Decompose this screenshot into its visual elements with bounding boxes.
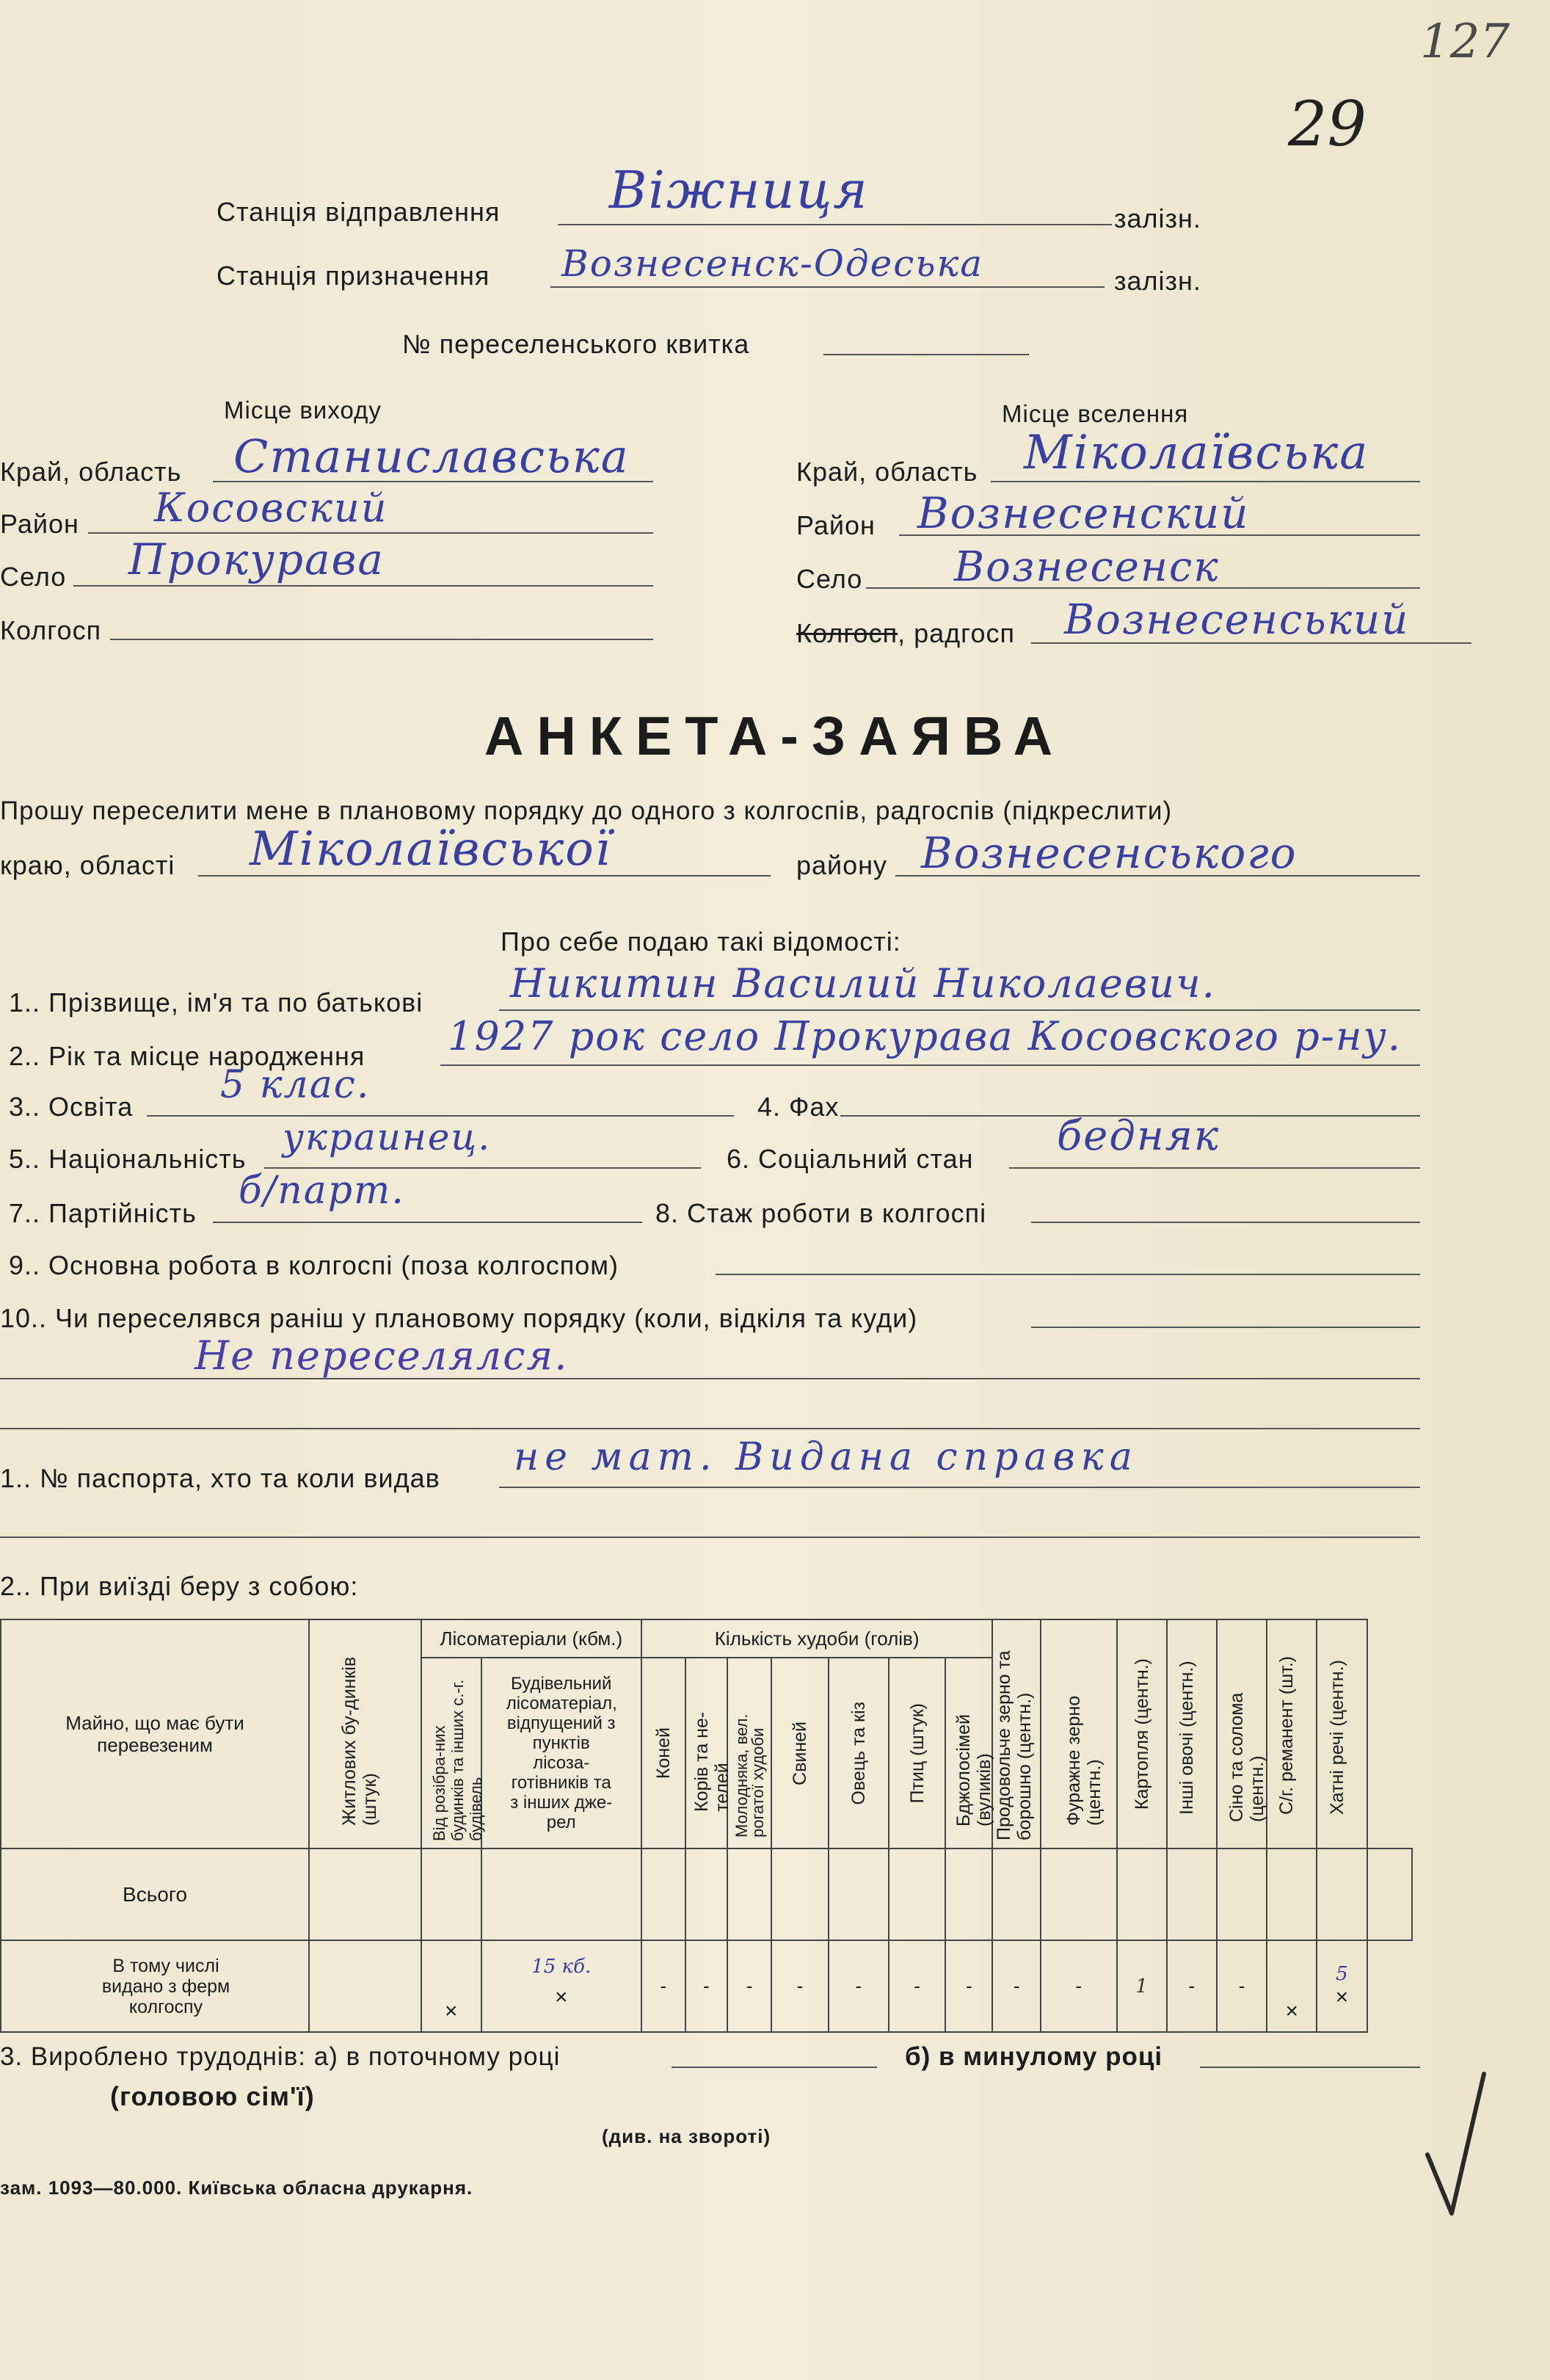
- request-oblast-value: Міколаївської: [250, 822, 612, 877]
- station-departure-label: Станція відправлення: [217, 197, 501, 227]
- field-7-value: б/парт.: [239, 1169, 405, 1213]
- col-bees: Бджолосімей (вуликів): [945, 1658, 992, 1849]
- field-5-value: украинец.: [283, 1116, 492, 1158]
- field-5-label: 5.. Національність: [9, 1144, 247, 1174]
- cross-mark: ×: [1267, 1940, 1317, 2032]
- origin-village-value: Прокурава: [128, 534, 385, 584]
- check-mark-icon: [1424, 2070, 1490, 2217]
- row-total-label: Всього: [1, 1849, 309, 1940]
- workdays-label-b: б) в минулому році: [905, 2042, 1163, 2071]
- request-raion-value: Вознесенського: [921, 828, 1298, 878]
- request-oblast-prefix: краю, області: [0, 850, 175, 880]
- station-destination-value: Вознесенск-Одеська: [561, 242, 984, 285]
- col-fodder: Фуражне зерно (центн.): [1041, 1619, 1117, 1849]
- cross-mark: ×: [421, 1940, 481, 2032]
- form-title: АНКЕТА-ЗАЯВА: [484, 705, 1066, 766]
- destination-heading: Місце вселення: [1002, 400, 1189, 427]
- col-dismantled: Від розібра-них будинків та інших с.-г. будівель: [421, 1658, 481, 1849]
- col-hay: Сіно та солома (центн.): [1217, 1619, 1267, 1849]
- field-7-label: 7.. Партійність: [9, 1198, 197, 1228]
- group-livestock: Кількість худоби (голів): [641, 1619, 993, 1658]
- field-9-label: 9.. Основна робота в колгоспі (поза колгоспом): [9, 1250, 619, 1280]
- page-number: 29: [1288, 88, 1367, 160]
- workdays-family: (головою сім'ї): [110, 2081, 315, 2111]
- field-1-label: 1.. Прізвище, ім'я та по батькові: [9, 987, 423, 1017]
- value-household: 5 ×: [1317, 1940, 1367, 2032]
- field-11-value: не мат. Видана справка: [514, 1435, 1138, 1479]
- col-cows: Корів та не-телей: [685, 1658, 727, 1849]
- destination-district-label: Район: [796, 510, 876, 540]
- col-household: Хатні речі (центн.): [1317, 1619, 1367, 1849]
- destination-region-label: Край, область: [796, 457, 978, 487]
- ticket-label: № переселенського квитка: [402, 329, 750, 359]
- origin-kolkhoz-label: Колгосп: [0, 615, 102, 645]
- destination-region-value: Міколаївська: [1024, 426, 1369, 480]
- station-destination-suffix: залізн.: [1114, 266, 1201, 296]
- origin-village-label: Село: [0, 562, 67, 592]
- table-row-header: Майно, що має бути перевезеним: [1, 1619, 309, 1849]
- origin-district-value: Косовский: [154, 485, 388, 531]
- col-housing: Житлових бу-динків (штук): [309, 1619, 421, 1849]
- origin-district-label: Район: [0, 509, 79, 539]
- station-departure-value: Віжниця: [609, 160, 869, 220]
- request-line: Прошу переселити мене в плановому порядку до одного з колгоспів, радгоспів (підкреслити): [0, 797, 1173, 825]
- col-grain: Продовольче зерно та борошно (центн.): [992, 1619, 1040, 1849]
- field-8-label: 8. Стаж роботи в колгоспі: [655, 1198, 987, 1228]
- destination-kolkhoz-value: Вознесенський: [1064, 596, 1410, 644]
- destination-kolkhoz-label: Колгосп, радгосп: [796, 618, 1015, 648]
- station-destination-label: Станція призначення: [217, 261, 490, 291]
- col-inventory: С/г. реманент (шт.): [1267, 1619, 1317, 1849]
- value-building-timber: 15 кб. ×: [481, 1940, 641, 2032]
- property-table: [0, 1619, 1413, 2033]
- field-11-label: 1.. № паспорта, хто та коли видав: [0, 1463, 440, 1493]
- archive-number: 127: [1420, 15, 1510, 69]
- about-self: Про себе подаю такі відомості:: [501, 926, 901, 957]
- field-6-label: 6. Соціальний стан: [727, 1144, 974, 1174]
- destination-district-value: Вознесенский: [917, 488, 1250, 538]
- field-6-value: бедняк: [1057, 1112, 1220, 1160]
- turn-over-note: (див. на звороті): [602, 2125, 771, 2147]
- table-row-from-farm: В тому числі видано з ферм колгоспу × 15 кб. × - - - - - - - - - 1 - - × 5 ×: [1, 1940, 1412, 2032]
- row-from-farm-label: В тому числі видано з ферм колгоспу: [1, 1940, 309, 2032]
- origin-region-label: Край, область: [0, 457, 182, 487]
- col-birds: Птиц (штук): [889, 1658, 946, 1849]
- station-departure-suffix: залізн.: [1114, 203, 1201, 233]
- origin-heading: Місце виходу: [224, 396, 382, 424]
- value-potatoes: 1: [1117, 1940, 1167, 2032]
- col-sheep: Овець та кіз: [829, 1658, 889, 1849]
- field-2-label: 2.. Рік та місце народження: [9, 1041, 365, 1071]
- workdays-label-a: 3. Вироблено трудоднів: а) в поточному році: [0, 2042, 561, 2071]
- printer-note: зам. 1093—80.000. Київська обласна друкарня.: [0, 2177, 473, 2199]
- field-2-value: 1927 рок село Прокурава Косовского р-ну.: [448, 1013, 1402, 1059]
- field-10-value: Не переселялся.: [194, 1332, 569, 1379]
- field-3-value: 5 клас.: [220, 1063, 371, 1107]
- field-10-label: 10.. Чи переселявся раніш у плановому порядку (коли, відкіля та куди): [0, 1303, 918, 1333]
- destination-village-value: Вознесенск: [954, 543, 1220, 591]
- field-12-label: 2.. При виїзді беру з собою:: [0, 1571, 359, 1601]
- col-potatoes: Картопля (центн.): [1117, 1619, 1167, 1849]
- request-raion-label: району: [796, 850, 888, 880]
- group-timber: Лісоматеріали (кбм.): [421, 1619, 641, 1658]
- col-horses: Коней: [641, 1658, 685, 1849]
- field-4-label: 4. Фах: [757, 1092, 840, 1122]
- origin-region-value: Станиславська: [233, 429, 630, 483]
- col-vegetables: Інші овочі (центн.): [1167, 1619, 1217, 1849]
- table-row-total: [1, 1849, 1412, 1940]
- col-young-cattle: Молодняка, вел. рогатої худоби: [727, 1658, 771, 1849]
- col-building-timber: Будівельний лісоматеріал, відпущений з пунктів лісоза-готівників та з інших дже-рел: [481, 1658, 641, 1849]
- col-pigs: Свиней: [771, 1658, 829, 1849]
- destination-village-label: Село: [796, 564, 863, 594]
- field-1-value: Никитин Василий Николаевич.: [510, 960, 1216, 1006]
- field-3-label: 3.. Освіта: [9, 1092, 134, 1122]
